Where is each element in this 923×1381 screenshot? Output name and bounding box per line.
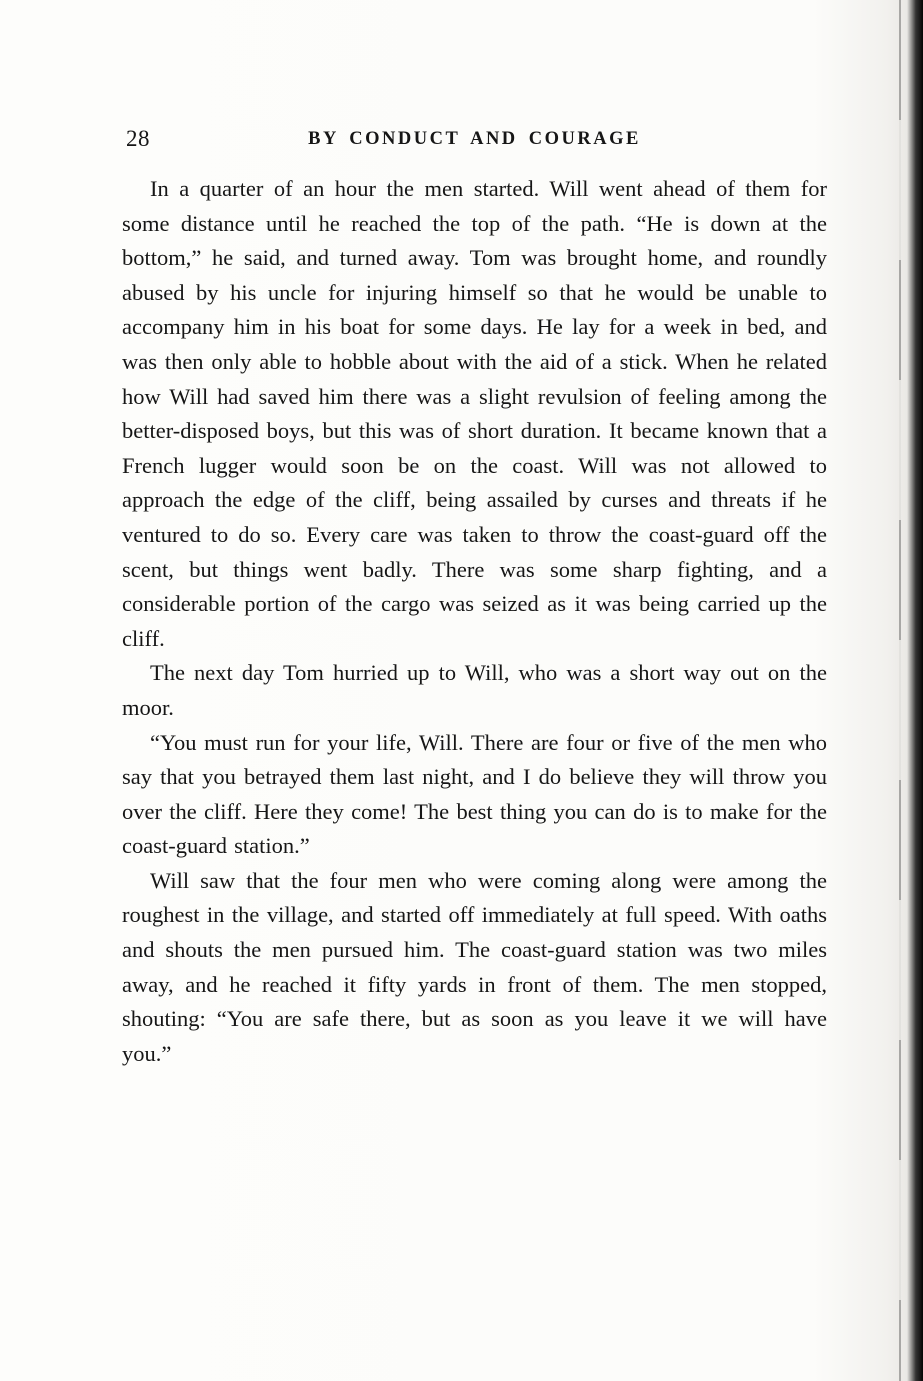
page-edge-shadow bbox=[907, 0, 923, 1381]
page-text bbox=[122, 172, 827, 1071]
running-title: BY CONDUCT AND COURAGE bbox=[308, 129, 641, 149]
paragraph: Will saw that the four men who were coming along were among the roughest in the village, and started off immediately at full speed. With oaths and shouts the men pursued him. The coast-guard station was two miles away, and he reached it fifty yards in front of them. The men stopped, shouting: “You are safe there, but as soon as you leave it we will have you.” bbox=[122, 867, 827, 1066]
page-edge-line bbox=[899, 0, 901, 1381]
page-number: 28 bbox=[126, 126, 150, 151]
paragraph: In a quarter of an hour the men started. Will went ahead of them for some distance until he reached the top of the path. “He is down at the bottom,” he said, and turned away. Tom was brought home, and roundly abused by his uncle for injuring himself so that he would be unable to accompany him in his boat for some days. He lay for a week in bed, and was then only able to hobble about with the aid of a stick. When he related how Will had saved him there was a slight revulsion of feeling among the better-disposed boys, but this was of short duration. It became known that a French lugger would soon be on the coast. Will was not allowed to approach the edge of the cliff, being assailed by curses and threats if he ventured to do so. Every care was taken to throw the coast-guard off the scent, but things went badly. There was some sharp fighting, and a considerable portion of the cargo was seized as it was being carried up the cliff. bbox=[122, 176, 827, 651]
page-header bbox=[122, 126, 827, 156]
paragraph: The next day Tom hurried up to Will, who was a short way out on the moor. bbox=[122, 660, 827, 720]
paragraph: “You must run for your life, Will. There are four or five of the men who say that you betrayed them last night, and I do believe they will throw you over the cliff. Here they come! The best thing you can do is to make for the coast-guard station.” bbox=[122, 729, 827, 859]
